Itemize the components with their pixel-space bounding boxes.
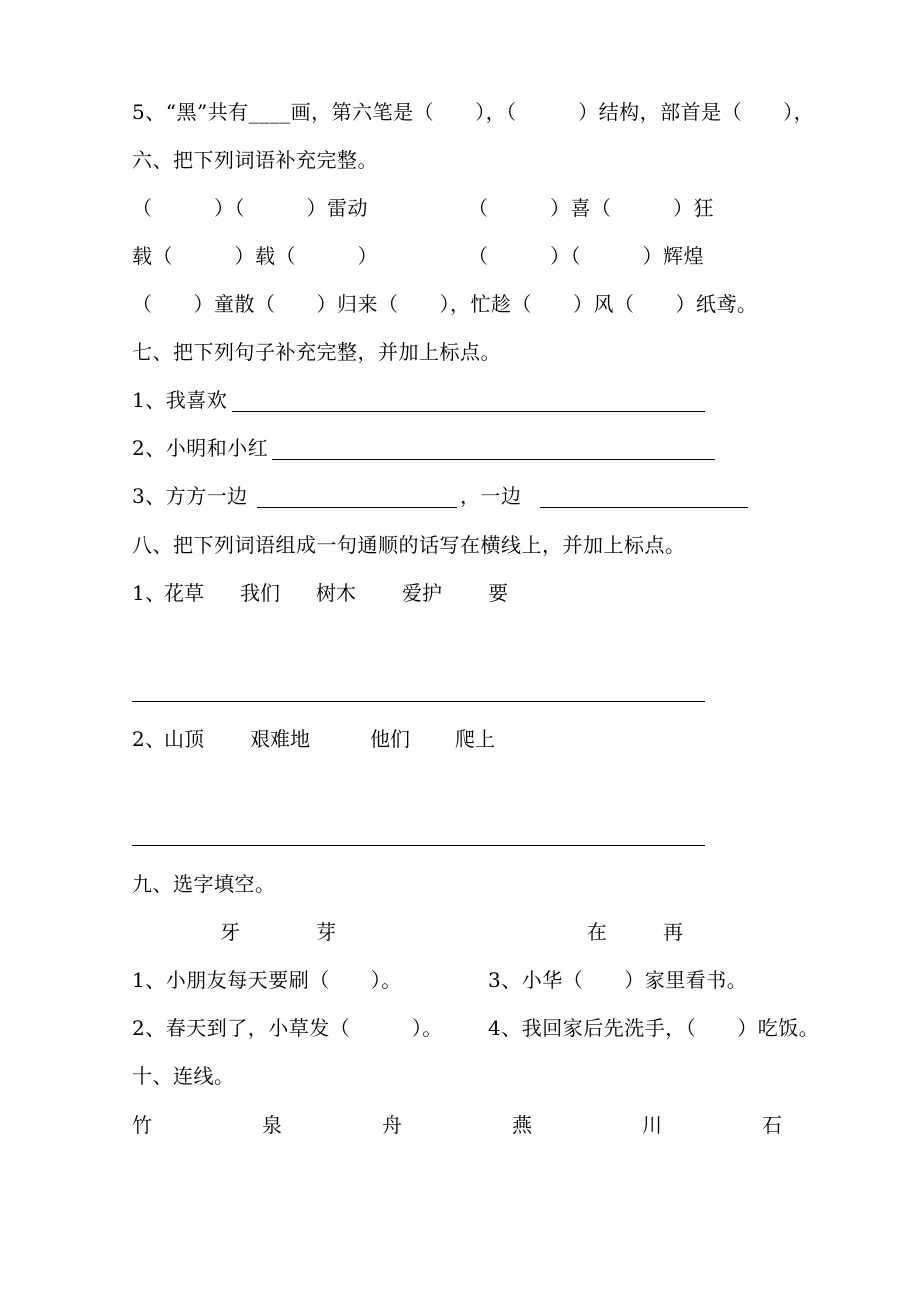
sec8-item1-word: 爱护 — [402, 581, 442, 605]
section-seven-title: 七、把下列句子补充完整，并加上标点。 — [132, 340, 501, 364]
sec7-item3-answer-line-2[interactable] — [540, 507, 748, 508]
sec9-question-1: 1、小朋友每天要刷（ ）。 — [132, 968, 402, 992]
section-nine-title: 九、选字填空。 — [132, 872, 276, 896]
sec8-item2-word: 爬上 — [455, 727, 495, 751]
sec6-row3: （ ）童散（ ）归来（ ），忙趁（ ）风（ ）纸鸢。 — [132, 292, 758, 316]
sec7-item3-prefix: 3、方方一边 — [132, 484, 248, 508]
sec8-item2-word: 山顶 — [164, 727, 204, 751]
sec9-question-2: 2、春天到了，小草发（ ）。 — [132, 1016, 443, 1040]
sec6-row2-right: （ ）（ ）辉煌 — [468, 244, 704, 268]
section-ten-title: 十、连线。 — [132, 1064, 235, 1088]
sec8-item2-answer-line[interactable] — [132, 845, 705, 846]
sec7-item2-answer-line[interactable] — [272, 459, 715, 460]
sec7-item1-answer-line[interactable] — [232, 411, 705, 412]
sec6-row1-right: （ ）喜（ ）狂 — [468, 196, 714, 220]
section-eight-title: 八、把下列词语组成一句通顺的话写在横线上，并加上标点。 — [132, 533, 686, 557]
sec10-word[interactable]: 竹 — [132, 1113, 152, 1137]
sec9-choice-ya: 牙 — [220, 920, 240, 944]
sec9-choice-zai: 在 — [587, 920, 607, 944]
sec10-word[interactable]: 泉 — [262, 1113, 282, 1137]
sec10-word[interactable]: 舟 — [382, 1113, 402, 1137]
q5-line: 5、“黑”共有____画，第六笔是（ ），（ ）结构，部首是（ ）， — [132, 100, 815, 124]
sec7-item2-prefix: 2、小明和小红 — [132, 436, 269, 460]
sec7-item3-answer-line-1[interactable] — [257, 507, 457, 508]
sec8-item1-word: 花草 — [164, 581, 204, 605]
section-six-title: 六、把下列词语补充完整。 — [132, 148, 378, 172]
sec9-question-4: 4、我回家后先洗手，（ ）吃饭。 — [488, 1016, 820, 1040]
sec6-row2-left: 载（ ）载（ ） — [132, 244, 378, 268]
sec10-word[interactable]: 石 — [762, 1113, 782, 1137]
sec10-word[interactable]: 川 — [642, 1113, 662, 1137]
sec7-item3-middle: ，一边 — [460, 484, 522, 508]
sec10-word[interactable]: 燕 — [512, 1113, 532, 1137]
sec8-item2-word: 他们 — [370, 727, 410, 751]
sec9-choice-zai-again: 再 — [663, 920, 683, 944]
sec8-item1-answer-line[interactable] — [132, 701, 705, 702]
sec8-item1-word: 树木 — [316, 581, 356, 605]
sec8-item2-word: 艰难地 — [250, 727, 310, 751]
sec8-item1-word: 要 — [488, 581, 508, 605]
sec9-choice-ya-sprout: 芽 — [316, 920, 336, 944]
sec9-question-3: 3、小华（ ）家里看书。 — [488, 968, 748, 992]
sec7-item1-prefix: 1、我喜欢 — [132, 388, 228, 412]
sec8-item2-number: 2、 — [132, 727, 166, 751]
sec8-item1-word: 我们 — [240, 581, 280, 605]
sec6-row1-left: （ ）（ ）雷动 — [132, 196, 368, 220]
sec8-item1-number: 1、 — [132, 581, 166, 605]
